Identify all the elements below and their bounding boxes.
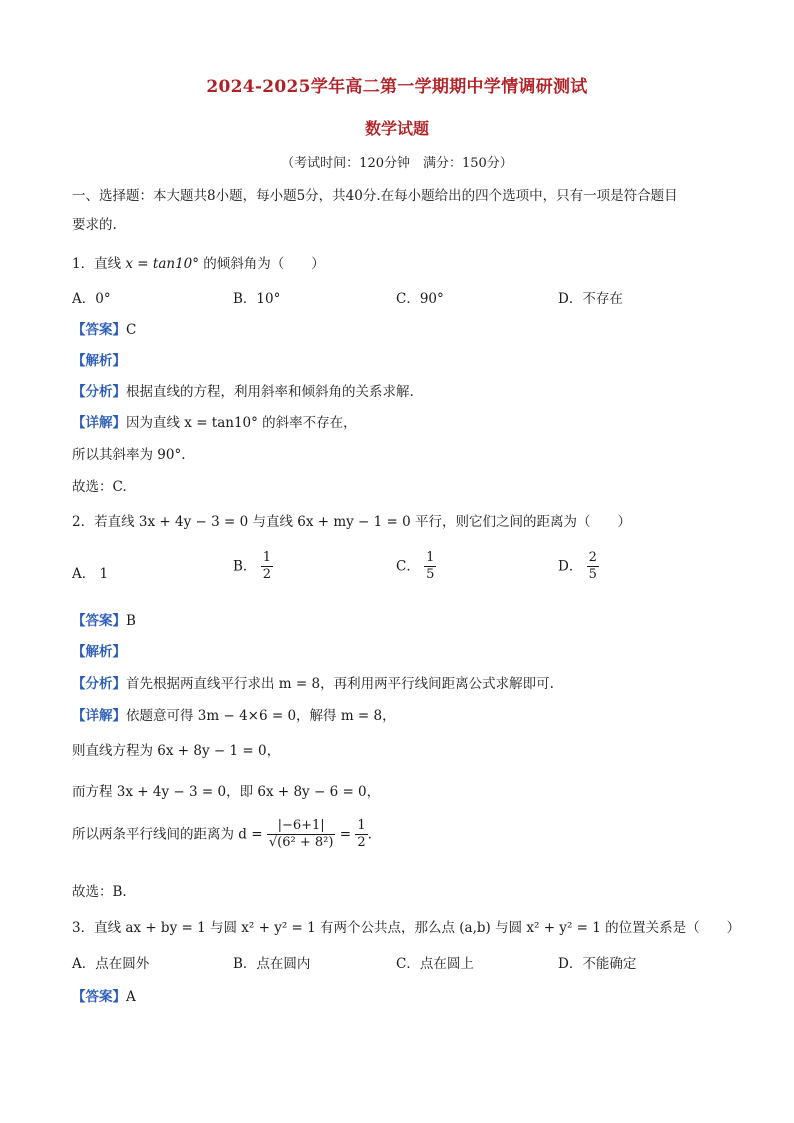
q3-option-d: D．不能确定 [558, 956, 637, 972]
section-instructions-1: 一、选择题：本大题共8小题，每小题5分，共40分.在每小题给出的四个选项中，只有一项是符合题目 [72, 188, 678, 204]
q1-stem [72, 252, 325, 272]
q2-option-a-value: 1 [99, 566, 109, 582]
q2-option-b-numerator: 1 [261, 550, 273, 567]
q2-distance-prefix: 所以两条平行线间的距离为 d = [72, 826, 263, 843]
q2-fenxi-text: 首先根据两直线平行求出 m = 8，再利用两平行线间距离公式求解即可. [126, 676, 554, 692]
q1-stem-math: x = tan10° [125, 256, 199, 272]
q2-detail-text-1: 依题意可得 3m − 4×6 = 0，解得 m = 8， [126, 708, 396, 724]
q1-detail-line-2: 所以其斜率为 90°. [72, 447, 186, 463]
q2-fenxi [72, 672, 554, 692]
q3-answer [72, 985, 136, 1005]
q1-fenxi [72, 380, 414, 400]
q3-option-b: B．点在圆内 [233, 956, 311, 972]
q2-option-b-label: B． [233, 558, 257, 575]
exam-title: 2024-2025学年高二第一学期期中学情调研测试 [206, 77, 588, 97]
q2-option-d-label: D． [558, 558, 583, 575]
q1-option-c: C．90° [396, 291, 444, 307]
q1-fenxi-text: 根据直线的方程，利用斜率和倾斜角的关系求解. [126, 384, 414, 400]
q2-option-b [233, 550, 273, 584]
q1-stem-prefix: 1．直线 [72, 256, 122, 272]
q2-distance-formula [72, 818, 372, 852]
q2-distance-result-denominator: 2 [357, 835, 366, 851]
q2-option-b-fraction [261, 550, 273, 584]
q2-distance-end: . [367, 826, 372, 843]
q2-option-c-label: C． [396, 558, 420, 575]
q2-option-a [72, 562, 108, 582]
q2-detail-line-3: 而方程 3x + 4y − 3 = 0，即 6x + 8y − 6 = 0， [72, 784, 381, 800]
q1-option-d: D．不存在 [558, 291, 623, 307]
analysis-label: 【解析】 [72, 644, 126, 660]
q2-option-d-denominator: 5 [588, 567, 597, 583]
q2-option-d-numerator: 2 [587, 550, 599, 567]
answer-label: 【答案】 [72, 613, 126, 629]
q2-choose: 故选：B. [72, 884, 127, 900]
q2-analysis-heading [72, 640, 126, 660]
analysis-label: 【解析】 [72, 353, 126, 369]
section-instructions-2: 要求的. [72, 217, 117, 233]
answer-label: 【答案】 [72, 989, 126, 1005]
q3-option-c: C．点在圆上 [396, 956, 474, 972]
q2-option-c [396, 550, 436, 584]
q2-detail-line-2: 则直线方程为 6x + 8y − 1 = 0， [72, 743, 281, 759]
q1-stem-suffix: 的倾斜角为（ ） [203, 256, 325, 272]
q2-option-d-fraction [587, 550, 599, 584]
answer-label: 【答案】 [72, 322, 126, 338]
q2-distance-result-numerator: 1 [355, 818, 367, 835]
xiangjie-label: 【详解】 [72, 708, 126, 724]
q2-answer-value: B [126, 613, 136, 629]
fenxi-label: 【分析】 [72, 676, 126, 692]
q1-detail-text-1: 因为直线 x = tan10° 的斜率不存在， [126, 415, 357, 431]
exam-subject: 数学试题 [364, 119, 429, 138]
q2-distance-denominator: √(6² + 8²) [268, 835, 334, 851]
q1-answer [72, 318, 136, 338]
q2-distance-result [355, 818, 367, 852]
q2-option-c-denominator: 5 [426, 567, 435, 583]
q1-choose: 故选：C. [72, 479, 127, 495]
q1-option-b: B．10° [233, 291, 281, 307]
q2-option-d [558, 550, 599, 584]
q2-option-c-numerator: 1 [424, 550, 436, 567]
q2-option-a-label: A． [72, 566, 96, 582]
q2-answer [72, 609, 136, 629]
fenxi-label: 【分析】 [72, 384, 126, 400]
q3-answer-value: A [126, 989, 136, 1005]
q2-distance-numerator: |−6+1| [267, 818, 336, 835]
q2-distance-equals: = [339, 826, 352, 843]
xiangjie-label: 【详解】 [72, 415, 126, 431]
q1-detail [72, 411, 357, 431]
exam-info: （考试时间：120分钟 满分：150分） [281, 156, 513, 171]
q1-analysis-heading [72, 349, 126, 369]
q2-option-c-fraction [424, 550, 436, 584]
q2-stem: 2．若直线 3x + 4y − 3 = 0 与直线 6x + my − 1 = 0 平行，则它们之间的距离为（ ） [72, 514, 632, 530]
q3-stem: 3．直线 ax + by = 1 与圆 x² + y² = 1 有两个公共点，那么点 (a,b) 与圆 x² + y² = 1 的位置关系是（ ） [72, 920, 741, 936]
q1-answer-value: C [126, 322, 137, 338]
q2-distance-fraction [267, 818, 336, 852]
q1-option-a: A．0° [72, 291, 111, 307]
q3-option-a: A．点在圆外 [72, 956, 150, 972]
q2-option-b-denominator: 2 [262, 567, 271, 583]
q2-detail [72, 704, 396, 724]
